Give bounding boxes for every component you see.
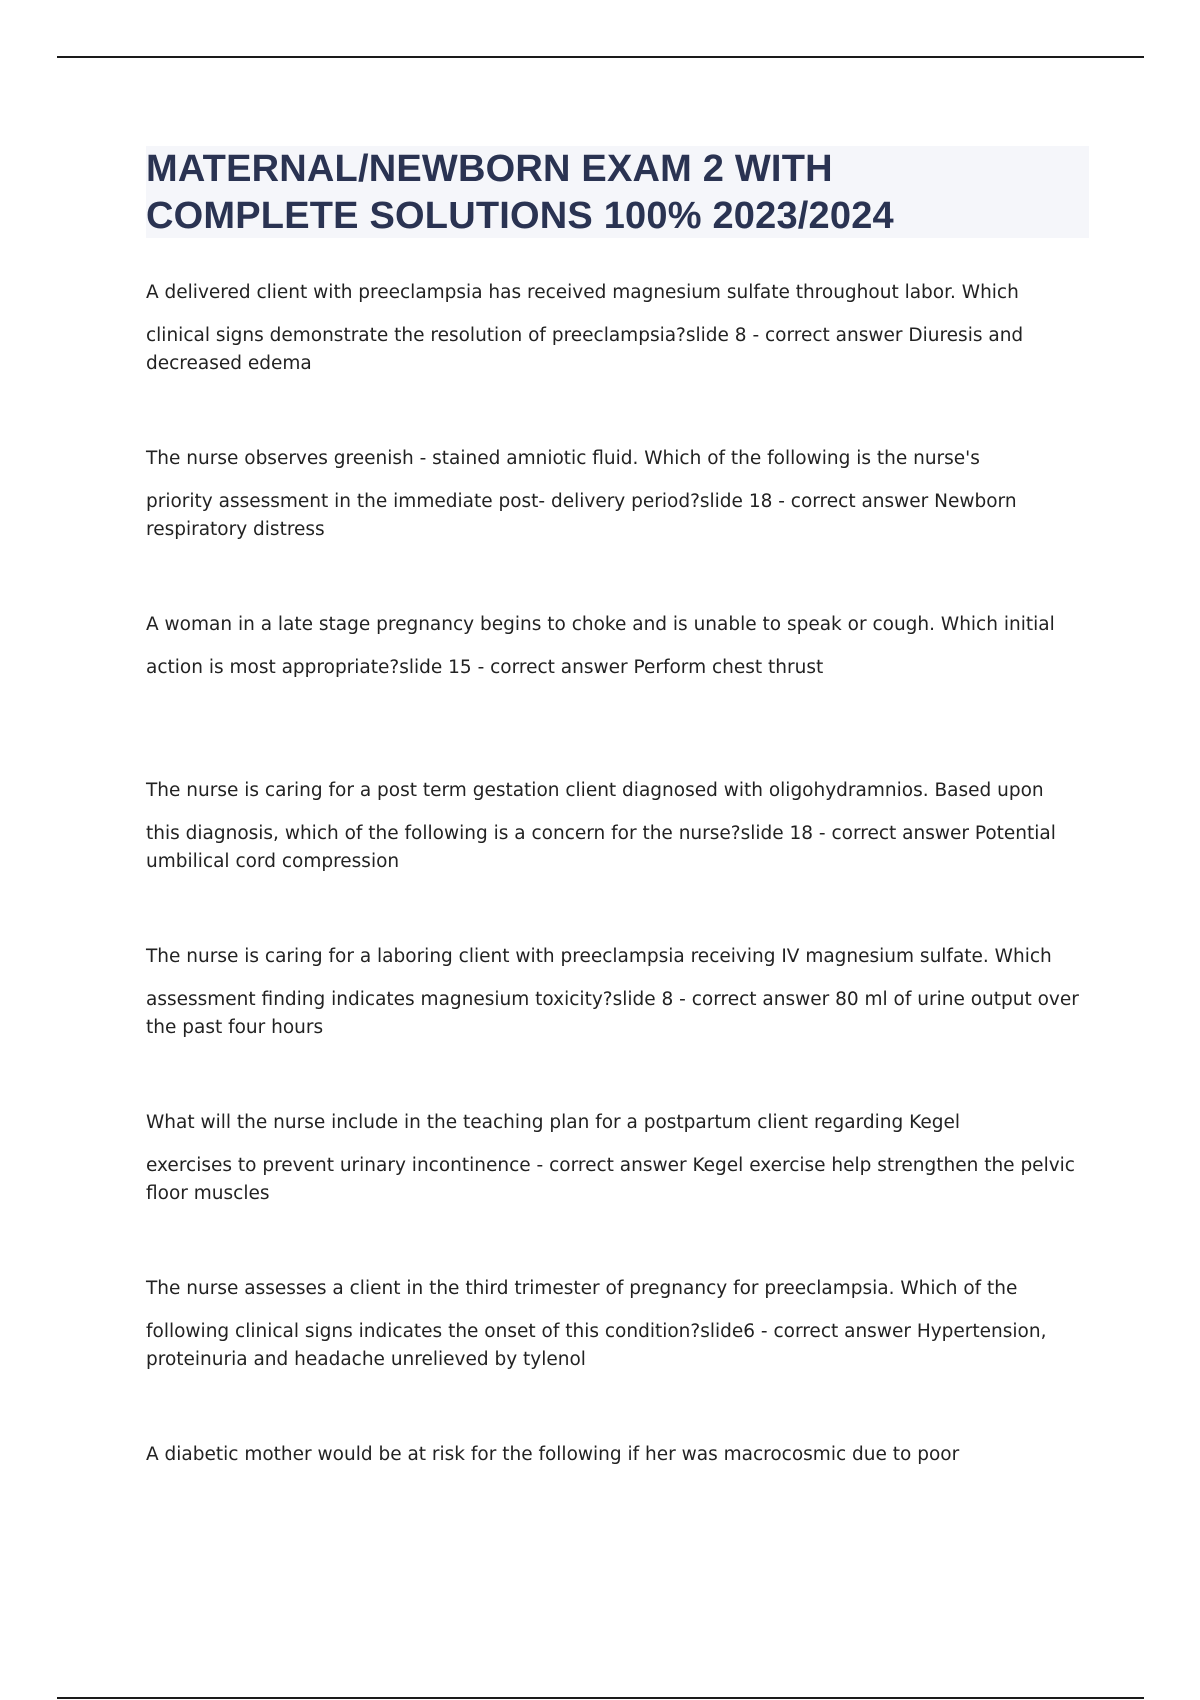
question-text: The nurse assesses a client in the third trimester of pregnancy for preeclampsia. Which of the [146,1278,1018,1299]
qa-item [146,1441,1096,1607]
question-text: A diabetic mother would be at risk for the following if her was macrocosmic due to poor [146,1444,960,1465]
answer-text: this diagnosis, which of the following is a concern for the nurse?slide 18 - correct answer Potential umbilical cord compression [146,823,1056,872]
qa-item [146,445,1096,611]
qa-item [146,279,1096,445]
question-text: The nurse observes greenish - stained amniotic fluid. Which of the following is the nurse's [146,448,980,469]
qa-item [146,1275,1096,1441]
answer-text: following clinical signs indicates the onset of this condition?slide6 - correct answer Hypertension, proteinuria and headache unrelieved by tylenol [146,1321,1047,1370]
question-text: What will the nurse include in the teaching plan for a postpartum client regarding Kegel [146,1112,960,1133]
title-block [146,146,1089,238]
qa-item [146,1109,1096,1275]
qa-item [146,777,1096,943]
title-line-1: MATERNAL/NEWBORN EXAM 2 WITH [146,148,833,190]
question-text: The nurse is caring for a post term gestation client diagnosed with oligohydramnios. Based upon [146,780,1044,801]
question-text: The nurse is caring for a laboring client with preeclampsia receiving IV magnesium sulfate. Which [146,946,1052,967]
answer-text: exercises to prevent urinary incontinence - correct answer Kegel exercise help strengthen the pelvic floor muscles [146,1155,1075,1204]
bottom-divider [57,1697,1144,1699]
answer-text: priority assessment in the immediate post- delivery period?slide 18 - correct answer Newborn respiratory distress [146,491,1017,540]
document-title [146,146,1089,240]
qa-item [146,611,1096,777]
question-text: A woman in a late stage pregnancy begins to choke and is unable to speak or cough. Which initial [146,614,1055,635]
qa-list [146,279,1096,1607]
title-line-2: COMPLETE SOLUTIONS 100% 2023/2024 [146,195,894,237]
qa-item [146,943,1096,1109]
answer-text: action is most appropriate?slide 15 - correct answer Perform chest thrust [146,657,824,678]
answer-text: clinical signs demonstrate the resolution of preeclampsia?slide 8 - correct answer Diuresis and decreased edema [146,325,1024,374]
question-text: A delivered client with preeclampsia has received magnesium sulfate throughout labor. Which [146,282,1019,303]
top-divider [57,56,1144,58]
answer-text: assessment finding indicates magnesium toxicity?slide 8 - correct answer 80 ml of urine output over the past four hours [146,989,1079,1038]
